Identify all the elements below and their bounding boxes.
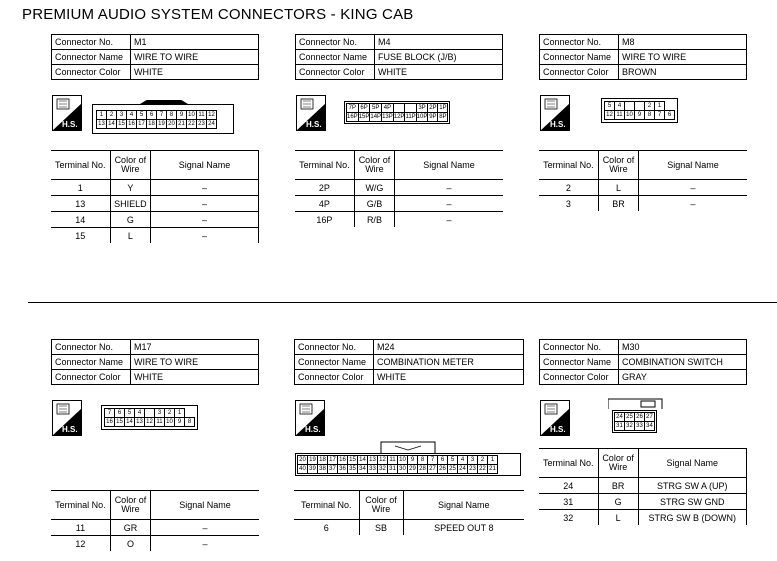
connector-name-value: COMBINATION SWITCH xyxy=(619,355,747,370)
pin: 9 xyxy=(408,456,418,465)
signal-name-cell: – xyxy=(151,212,259,228)
connector-info-m24 xyxy=(294,339,524,385)
pin-table-m24 xyxy=(297,455,498,474)
connector-housing-m8 xyxy=(601,98,678,123)
connector-name-value: COMBINATION METER xyxy=(374,355,524,370)
pin xyxy=(625,102,635,111)
header-terminal-no: Terminal No. xyxy=(51,151,110,180)
pin: 2 xyxy=(645,102,655,111)
connector-face-m30 xyxy=(608,398,664,433)
terminal-no-cell: 16P xyxy=(316,214,333,225)
pin: 9 xyxy=(175,418,185,427)
connector-no-value: M24 xyxy=(374,340,524,355)
pin: 29 xyxy=(409,466,416,472)
connector-face-m8 xyxy=(601,98,678,123)
header-terminal-no: Terminal No. xyxy=(539,151,598,180)
connector-housing-m24 xyxy=(295,436,521,454)
terminal-no-cell: 13 xyxy=(51,196,110,212)
pin: 3 xyxy=(468,456,478,465)
terminal-no-cell: 11 xyxy=(51,520,110,536)
hs-label: H.S. xyxy=(62,120,78,129)
pin: 19 xyxy=(158,121,165,127)
pin: 5 xyxy=(137,111,147,120)
pin: 21 xyxy=(178,121,185,127)
pin: 3 xyxy=(155,409,165,418)
pin: 12 xyxy=(379,457,386,463)
label-connector-color: Connector Color xyxy=(52,370,131,385)
wire-color-cell: Y xyxy=(110,180,151,196)
label-connector-name: Connector Name xyxy=(295,355,374,370)
connector-housing-m30 xyxy=(608,398,664,410)
pin-grid xyxy=(96,110,217,129)
pin: 3P xyxy=(416,104,428,113)
signal-name-cell: – xyxy=(395,180,503,196)
pin: 8 xyxy=(418,456,428,465)
pin: 20 xyxy=(168,121,175,127)
wire-color-cell: G/B xyxy=(354,196,394,212)
terminal-no-cell: 14 xyxy=(51,212,110,228)
pin: 25 xyxy=(449,466,456,472)
pin: 6P xyxy=(358,104,370,113)
pin: 32 xyxy=(626,423,633,429)
hs-icon xyxy=(540,400,570,436)
connector-info-m8 xyxy=(539,34,747,80)
pin: 6 xyxy=(147,111,157,120)
pin: 27 xyxy=(646,414,653,420)
pin: 1 xyxy=(655,102,665,111)
table-row xyxy=(539,196,747,212)
pin: 18 xyxy=(148,121,155,127)
connector-face-m1 xyxy=(92,100,234,139)
label-connector-name: Connector Name xyxy=(540,355,619,370)
connector-housing-m4 xyxy=(344,101,450,124)
pin: 7 xyxy=(105,409,115,418)
table-row xyxy=(539,494,747,510)
pin: 13 xyxy=(136,419,143,425)
pin: 14 xyxy=(126,419,133,425)
pin: 18 xyxy=(319,457,326,463)
label-connector-color: Connector Color xyxy=(52,65,131,80)
pin: 8 xyxy=(185,418,195,427)
pin: 22 xyxy=(188,121,195,127)
pin: 9 xyxy=(635,111,645,120)
label-connector-no: Connector No. xyxy=(296,35,375,50)
connector-no-value: M4 xyxy=(375,35,503,50)
pin: 34 xyxy=(359,466,366,472)
header-color-of-wire: Color of Wire xyxy=(598,449,638,478)
header-color-of-wire: Color of Wire xyxy=(598,151,638,180)
pin: 7P xyxy=(347,104,359,113)
label-connector-no: Connector No. xyxy=(52,340,131,355)
pin-table-m4 xyxy=(346,103,448,122)
connector-name-value: FUSE BLOCK (J/B) xyxy=(375,50,503,65)
pin: 28 xyxy=(419,466,426,472)
connector-no-value: M30 xyxy=(619,340,747,355)
label-connector-no: Connector No. xyxy=(295,340,374,355)
header-color-of-wire: Color of Wire xyxy=(354,151,394,180)
connector-name-value: WIRE TO WIRE xyxy=(131,50,259,65)
connector-body-m24 xyxy=(295,453,521,476)
signal-name-cell: – xyxy=(151,536,259,552)
header-terminal-no: Terminal No. xyxy=(51,491,110,520)
header-terminal-no: Terminal No. xyxy=(294,491,359,520)
terminal-no-cell: 6 xyxy=(323,522,329,533)
connector-color-value: WHITE xyxy=(131,65,259,80)
table-row xyxy=(295,180,503,196)
header-color-of-wire: Color of Wire xyxy=(110,151,151,180)
pin xyxy=(635,102,645,111)
pin: 5 xyxy=(605,102,615,111)
pin: 11P xyxy=(405,114,416,120)
connector-info-m1 xyxy=(51,34,259,80)
wire-color-cell: L xyxy=(110,228,151,244)
table-row xyxy=(539,180,747,196)
header-signal-name: Signal Name xyxy=(395,151,503,180)
pin: 7 xyxy=(428,456,438,465)
pin: 24 xyxy=(208,121,215,127)
pin: 10 xyxy=(188,112,195,118)
pin: 7 xyxy=(655,111,665,120)
pin: 9 xyxy=(177,111,187,120)
terminal-no-cell: 4P xyxy=(295,196,354,212)
pin: 10 xyxy=(626,112,633,118)
connector-name-value: WIRE TO WIRE xyxy=(131,355,259,370)
connector-color-value: WHITE xyxy=(375,65,503,80)
wire-color-cell: G xyxy=(598,494,638,510)
hs-label: H.S. xyxy=(306,120,322,129)
label-connector-name: Connector Name xyxy=(52,50,131,65)
table-row xyxy=(51,520,259,536)
pin: 1 xyxy=(175,409,185,418)
pin: 11 xyxy=(616,112,623,118)
connector-color-value: WHITE xyxy=(374,370,524,385)
terminal-no-cell: 15 xyxy=(75,230,86,241)
pin: 33 xyxy=(369,466,376,472)
pin xyxy=(145,409,155,418)
table-row xyxy=(539,478,747,494)
pin: 5P xyxy=(370,104,382,113)
pin: 3 xyxy=(117,111,127,120)
signal-name-cell: – xyxy=(639,196,747,212)
signal-name-cell: SPEED OUT 8 xyxy=(403,520,524,536)
pin: 16 xyxy=(339,457,346,463)
page-title: PREMIUM AUDIO SYSTEM CONNECTORS - KING CAB xyxy=(22,6,414,23)
pin: 37 xyxy=(329,466,336,472)
pin: 36 xyxy=(339,466,346,472)
signal-name-cell: STRG SW GND xyxy=(638,494,746,510)
pin: 17 xyxy=(329,457,336,463)
pin: 12 xyxy=(208,112,215,118)
pin: 19 xyxy=(309,457,316,463)
pin: 7 xyxy=(157,111,167,120)
pin: 10P xyxy=(416,114,428,120)
label-connector-name: Connector Name xyxy=(52,355,131,370)
terminal-table-m4 xyxy=(295,150,503,227)
hs-label: H.S. xyxy=(550,425,566,434)
table-row xyxy=(295,196,503,212)
hs-label: H.S. xyxy=(62,425,78,434)
pin-table-m17 xyxy=(104,408,195,427)
pin: 14 xyxy=(359,457,366,463)
wire-color-cell: W/G xyxy=(354,180,394,196)
wire-color-cell: SB xyxy=(359,520,403,536)
signal-name-cell: STRG SW B (DOWN) xyxy=(638,510,746,526)
pin: 12 xyxy=(146,419,153,425)
terminal-no-cell: 2 xyxy=(539,180,598,196)
pin: 10 xyxy=(166,419,173,425)
pin: 15 xyxy=(118,121,125,127)
pin: 4P xyxy=(382,104,394,113)
pin: 8P xyxy=(439,114,447,120)
table-row xyxy=(51,228,259,244)
table-row xyxy=(51,212,259,228)
connector-face-m4 xyxy=(344,101,450,124)
label-connector-no: Connector No. xyxy=(540,340,619,355)
connector-face-m17 xyxy=(101,405,198,430)
pin: 15 xyxy=(349,457,356,463)
pin: 32 xyxy=(379,466,386,472)
pin-table-m8 xyxy=(604,101,675,120)
signal-name-cell: – xyxy=(639,180,747,196)
pin: 27 xyxy=(429,466,436,472)
wire-color-cell: O xyxy=(110,536,150,552)
label-connector-no: Connector No. xyxy=(540,35,619,50)
pin: 12P xyxy=(393,114,405,120)
pin: 1 xyxy=(488,456,498,465)
terminal-no-cell: 12 xyxy=(75,538,86,549)
table-row xyxy=(51,196,259,212)
pin: 16 xyxy=(128,121,135,127)
pin: 17 xyxy=(138,121,145,127)
section-divider xyxy=(28,302,777,303)
connector-body-m30 xyxy=(612,410,657,433)
pin: 16 xyxy=(106,419,113,425)
pin-table-m1 xyxy=(96,110,217,129)
pin: 1P xyxy=(439,105,447,111)
pin: 4 xyxy=(615,102,625,111)
header-signal-name: Signal Name xyxy=(151,491,259,520)
header-color-of-wire: Color of Wire xyxy=(359,491,403,520)
header-signal-name: Signal Name xyxy=(638,449,746,478)
signal-name-cell: – xyxy=(151,228,259,244)
connector-color-value: BROWN xyxy=(619,65,747,80)
table-row xyxy=(51,536,259,552)
pin: 11 xyxy=(156,419,163,425)
pin: 26 xyxy=(636,414,643,420)
hs-icon xyxy=(52,400,82,436)
pin: 9P xyxy=(429,114,437,120)
header-signal-name: Signal Name xyxy=(151,151,259,180)
pin: 10 xyxy=(399,457,406,463)
connector-info-m17 xyxy=(51,339,259,385)
pin: 35 xyxy=(349,466,356,472)
pin: 8 xyxy=(167,111,177,120)
pin: 1 xyxy=(97,111,107,120)
signal-name-cell: – xyxy=(395,196,503,212)
label-connector-name: Connector Name xyxy=(296,50,375,65)
table-row xyxy=(539,510,747,526)
pin: 14 xyxy=(108,121,115,127)
pin: 39 xyxy=(309,466,316,472)
wire-color-cell: BR xyxy=(598,196,638,212)
pin: 11 xyxy=(389,457,396,463)
pin: 2 xyxy=(107,111,117,120)
header-color-of-wire: Color of Wire xyxy=(110,491,150,520)
pin: 23 xyxy=(469,466,476,472)
connector-color-value: GRAY xyxy=(619,370,747,385)
terminal-no-cell: 1 xyxy=(51,180,110,196)
signal-name-cell: – xyxy=(151,196,259,212)
pin xyxy=(393,104,405,113)
hs-label: H.S. xyxy=(550,120,566,129)
label-connector-name: Connector Name xyxy=(540,50,619,65)
terminal-no-cell: 31 xyxy=(539,494,598,510)
pin: 38 xyxy=(319,466,326,472)
label-connector-color: Connector Color xyxy=(540,370,619,385)
terminal-no-cell: 3 xyxy=(565,198,571,209)
hs-label: H.S. xyxy=(305,425,321,434)
pin: 30 xyxy=(399,466,406,472)
pin: 4 xyxy=(127,111,137,120)
wire-color-cell: GR xyxy=(110,520,150,536)
pin: 2P xyxy=(429,105,437,111)
pin: 15 xyxy=(116,419,123,425)
pin: 33 xyxy=(636,423,643,429)
pin: 23 xyxy=(198,121,205,127)
wire-color-cell: L xyxy=(598,510,638,526)
header-signal-name: Signal Name xyxy=(639,151,747,180)
signal-name-cell: – xyxy=(395,212,503,228)
connector-no-value: M1 xyxy=(131,35,259,50)
pin: 31 xyxy=(389,466,396,472)
connector-housing-m17 xyxy=(101,405,198,430)
pin: 13 xyxy=(98,121,105,127)
terminal-no-cell: 2P xyxy=(295,180,354,196)
pin: 4 xyxy=(458,456,468,465)
pin: 25 xyxy=(626,414,633,420)
pin: 24 xyxy=(616,414,623,420)
terminal-table-m24 xyxy=(294,490,524,535)
table-row xyxy=(294,520,524,536)
pin: 20 xyxy=(299,457,306,463)
terminal-no-cell: 32 xyxy=(563,512,574,523)
pin xyxy=(405,104,416,113)
wire-color-cell: BR xyxy=(598,478,638,494)
hs-icon xyxy=(295,400,325,436)
wire-color-cell: SHIELD xyxy=(110,196,151,212)
pin: 5 xyxy=(448,456,458,465)
pin: 13 xyxy=(369,457,376,463)
wire-color-cell: G xyxy=(110,212,151,228)
table-row xyxy=(295,212,503,228)
pin: 6 xyxy=(115,409,125,418)
pin-table-m30 xyxy=(614,412,655,431)
signal-name-cell: STRG SW A (UP) xyxy=(638,478,746,494)
connector-face-m24 xyxy=(295,436,521,476)
label-connector-no: Connector No. xyxy=(52,35,131,50)
pin: 2 xyxy=(165,409,175,418)
pin: 13P xyxy=(382,114,393,120)
pin: 12 xyxy=(606,112,613,118)
terminal-table-m1 xyxy=(51,150,259,243)
hs-icon xyxy=(52,95,82,131)
header-terminal-no: Terminal No. xyxy=(539,449,598,478)
pin: 34 xyxy=(646,423,653,429)
terminal-no-cell: 24 xyxy=(539,478,598,494)
table-row xyxy=(51,180,259,196)
connector-no-value: M17 xyxy=(131,340,259,355)
pin: 31 xyxy=(616,423,623,429)
connector-no-value: M8 xyxy=(619,35,747,50)
pin: 15P xyxy=(358,114,370,120)
signal-name-cell: – xyxy=(151,520,259,536)
pin: 22 xyxy=(479,466,486,472)
connector-color-value: WHITE xyxy=(131,370,259,385)
pin: 21 xyxy=(489,466,496,472)
label-connector-color: Connector Color xyxy=(296,65,375,80)
label-connector-color: Connector Color xyxy=(295,370,374,385)
terminal-table-m17 xyxy=(51,490,259,551)
connector-info-m4 xyxy=(295,34,503,80)
header-signal-name: Signal Name xyxy=(403,491,524,520)
pin: 6 xyxy=(438,456,448,465)
pin: 6 xyxy=(665,111,675,120)
pin: 4 xyxy=(135,409,145,418)
label-connector-color: Connector Color xyxy=(540,65,619,80)
signal-name-cell: – xyxy=(151,180,259,196)
pin: 40 xyxy=(299,466,306,472)
pin: 14P xyxy=(370,114,382,120)
pin: 5 xyxy=(125,409,135,418)
pin: 24 xyxy=(459,466,466,472)
pin: 2 xyxy=(478,456,488,465)
pin: 16P xyxy=(347,114,358,120)
terminal-table-m8 xyxy=(539,150,747,211)
hs-icon xyxy=(540,95,570,131)
terminal-table-m30 xyxy=(539,448,747,525)
header-terminal-no: Terminal No. xyxy=(295,151,354,180)
wire-color-cell: L xyxy=(598,180,638,196)
connector-name-value: WIRE TO WIRE xyxy=(619,50,747,65)
pin: 11 xyxy=(198,112,205,118)
hs-icon xyxy=(296,95,326,131)
pin: 26 xyxy=(439,466,446,472)
pin: 8 xyxy=(645,111,655,120)
wire-color-cell: R/B xyxy=(354,212,394,228)
connector-info-m30 xyxy=(539,339,747,385)
